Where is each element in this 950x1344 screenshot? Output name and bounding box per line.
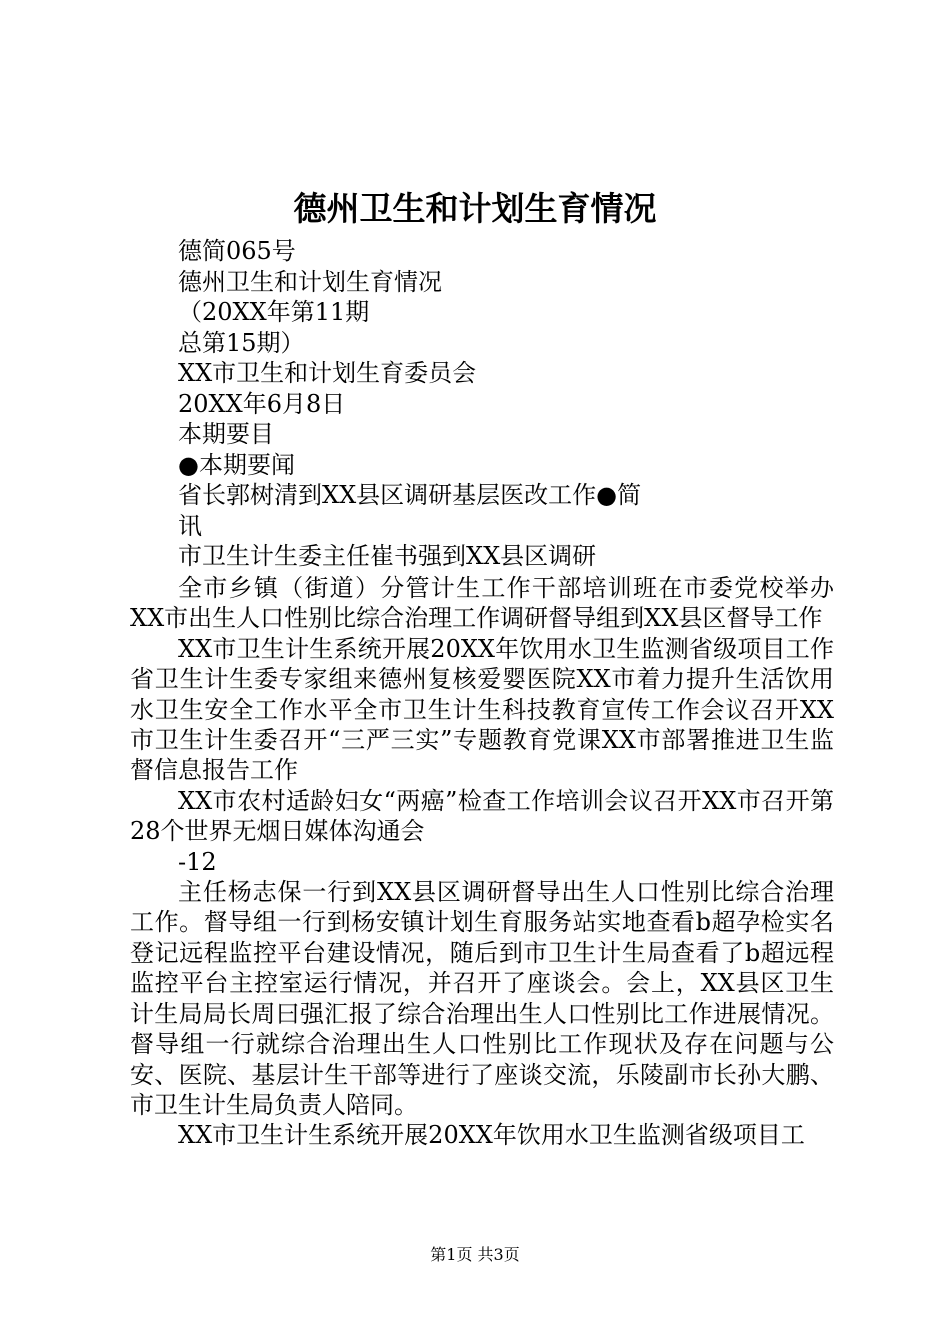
contents-item: 讯 [178, 511, 202, 540]
body-paragraph: -12 [178, 847, 217, 876]
issue-number: 德简065号 [178, 237, 296, 265]
document-body [130, 573, 834, 1151]
page-footer: 第1页 共3页 [430, 1245, 520, 1264]
contents-heading: 本期要目 [178, 420, 274, 448]
issue-date: 20XX年6月8日 [178, 389, 346, 418]
body-paragraph: XX市农村适龄妇女“两癌”检查工作培训会议召开XX市召开第28个世界无烟日媒体沟通会 [130, 786, 834, 846]
body-paragraph: 全市乡镇（街道）分管计生工作干部培训班在市委党校举办XX市出生人口性别比综合治理工作调研督导组到XX县区督导工作 [130, 574, 834, 633]
contents-item: 市卫生计生委主任崔书强到XX县区调研 [178, 542, 597, 570]
body-paragraph: 主任杨志保一行到XX县区调研督导出生人口性别比综合治理工作。督导组一行到杨安镇计划生育服务站实地查看b超孕检实名登记远程监控平台建设情况，随后到市卫生计生局查看了b超远程监控平台主控室运行情况，并召开了座谈会。会上，XX县区卫生计生局局长周曰强汇报了综合治理出生人口性别比工作进展情况。督导组一行就综合治理出生人口性别比工作现状及存在问题与公安、医院、基层计生干部等进行了座谈交流，乐陵副市长孙大鹏、市卫生计生局负责人陪同。 [130, 878, 834, 1119]
body-paragraph: XX市卫生计生系统开展20XX年饮用水卫生监测省级项目工 [178, 1121, 805, 1150]
document-header-lines [178, 236, 878, 572]
issue-total: 总第15期） [178, 328, 305, 357]
issuer: XX市卫生和计划生育委员会 [178, 359, 477, 387]
contents-item: 省长郭树清到XX县区调研基层医改工作●简 [178, 481, 642, 509]
issue-period: （20XX年第11期 [178, 298, 370, 326]
body-paragraph: XX市卫生计生系统开展20XX年饮用水卫生监测省级项目工作省卫生计生委专家组来德州复核爱婴医院XX市着力提升生活饮用水卫生安全工作水平全市卫生计生科技教育宣传工作会议召开XX市卫生计生委召开“三严三实”专题教育党课XX市部署推进卫生监督信息报告工作 [130, 634, 834, 785]
contents-news-heading: ●本期要闻 [178, 450, 295, 479]
bulletin-name: 德州卫生和计划生育情况 [178, 267, 442, 296]
document-title: 德州卫生和计划生育情况 [293, 189, 657, 228]
